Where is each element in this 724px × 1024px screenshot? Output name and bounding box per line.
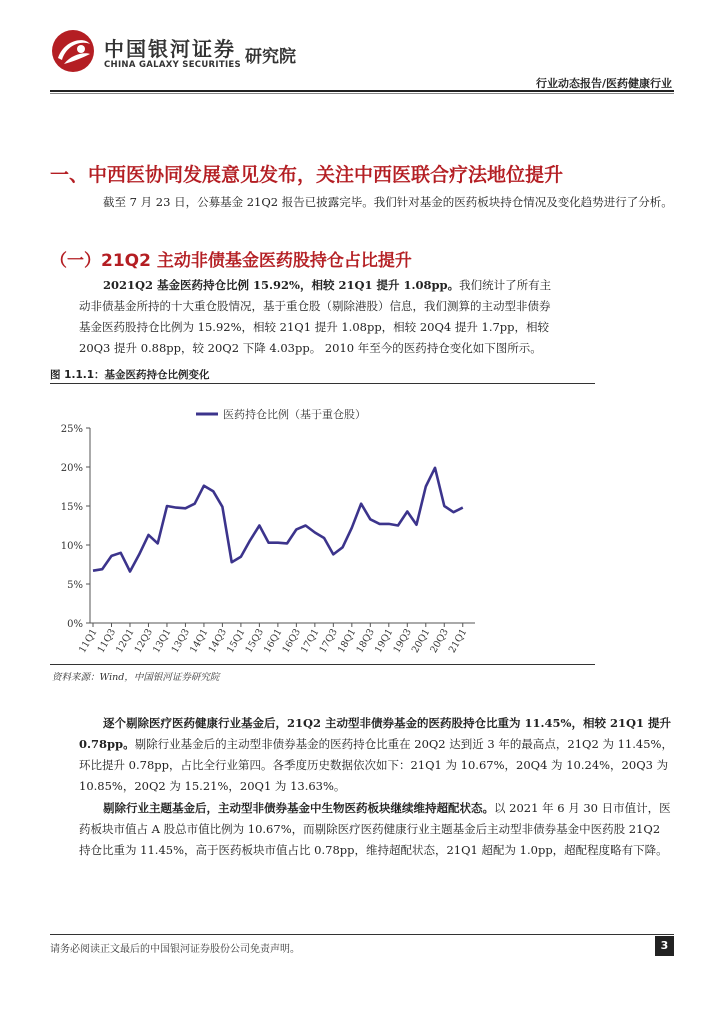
footer-rule: [50, 934, 674, 935]
excluding-paragraph-bold: 逐个剔除医疗医药健康行业基金后，21Q2 主动型非债券基金的医药股持仓比重为 11.45%，相较 21Q1 提升 0.78pp。: [79, 716, 671, 751]
x-tick-label: 19Q3: [391, 627, 414, 655]
figure-top-rule: [50, 383, 595, 384]
y-tick-label: 5%: [67, 580, 83, 591]
x-tick-label: 14Q3: [206, 627, 230, 655]
x-tick-label: 18Q3: [354, 627, 377, 655]
holding-paragraph-bold: 2021Q2 基金医药持仓比例 15.92%，相较 21Q1 提升 1.08pp。: [103, 278, 460, 292]
logo-name-cn: 中国银河证券: [104, 37, 236, 61]
x-tick-label: 13Q3: [169, 627, 193, 655]
x-tick-label: 16Q1: [261, 627, 285, 655]
series-line: [93, 468, 463, 572]
excluding-paragraph-text: 剔除行业基金后的主动型非债券基金的医药持仓比重在 20Q2 达到近 3 年的最高点，21Q2 为 11.45%，环比提升 0.78pp，占比全行业第四。各季度历史数据依次如下：21Q1 为 10.67%，20Q4 为 10.24%，20Q3 为 10.85%，20Q2 为 15.21%，20Q1 为 13.63%。: [79, 737, 673, 793]
x-tick-label: 14Q1: [188, 627, 211, 655]
figure-title: 图 1.1.1：基金医药持仓比例变化: [50, 369, 210, 381]
y-tick-label: 25%: [60, 424, 83, 435]
x-tick-label: 15Q3: [243, 627, 266, 655]
section-heading-1: 一、中西医协同发展意见发布，关注中西医联合疗法地位提升: [50, 164, 564, 186]
logo-name-en: CHINA GALAXY SECURITIES: [104, 60, 241, 70]
galaxy-logo-icon: [50, 28, 96, 74]
intro-paragraph: 截至 7 月 23 日，公募基金 21Q2 报告已披露完毕。我们针对基金的医药板块持仓情况及变化趋势进行了分析。: [103, 195, 673, 209]
x-tick-label: 20Q1: [409, 627, 433, 655]
page-number: 3: [655, 936, 674, 956]
x-tick-label: 17Q1: [298, 627, 322, 655]
x-tick-label: 12Q1: [114, 627, 137, 655]
overweight-paragraph-text: 以 2021 年 6 月 30 日市值计，医药板块市值占 A 股总市值比例为 10.67%，而剔除医疗医药健康行业主题基金后主动型非债券基金中医药股 21Q2 持仓比重为 11.45%，高于医药板块市值占比 0.78pp，维持超配状态，21Q1 超配为 1.0pp，超配程度略有下降。: [79, 801, 671, 857]
header-rule-thin: [50, 93, 674, 94]
x-tick-label: 11Q1: [77, 627, 100, 655]
series-layer: [93, 468, 463, 572]
figure-source: 资料来源：Wind，中国银河证券研究院: [52, 672, 220, 683]
x-tick-label: 13Q1: [151, 627, 174, 655]
x-tick-label: 20Q3: [428, 627, 451, 655]
holding-ratio-chart: [50, 392, 595, 667]
holding-paragraph-text: 我们统计了所有主动非债基金所持的十大重仓股情况，基于重仓股（剔除港股）信息，我们测算的主动型非债券基金医药股持仓比例为 15.92%，相较 21Q1 提升 1.08pp，相较 20Q4 提升 1.7pp，相较 20Q3 提升 0.88pp，较 20Q2 下降 4.03pp。 2010 年至今的医药持仓变化如下图所示。: [79, 278, 552, 355]
x-tick-label: 18Q1: [335, 627, 359, 655]
holding-paragraph: [79, 275, 554, 359]
overweight-paragraph-bold: 剔除行业主题基金后，主动型非债券基金中生物医药板块继续维持超配状态。: [103, 801, 494, 815]
x-tick-label: 15Q1: [225, 627, 248, 655]
x-tick-label: 19Q1: [372, 627, 396, 655]
legend: [196, 407, 366, 421]
footer-disclaimer: 请务必阅读正文最后的中国银河证券股份公司免责声明。: [50, 944, 300, 955]
x-tick-label: 17Q3: [317, 627, 340, 655]
excluding-paragraph: [79, 713, 674, 797]
y-tick-label: 10%: [60, 541, 83, 552]
x-axis: [77, 623, 475, 655]
y-tick-label: 20%: [60, 463, 83, 474]
figure-bottom-rule: [50, 664, 595, 665]
x-tick-label: 16Q3: [280, 627, 303, 655]
y-tick-label: 0%: [67, 619, 83, 630]
section-heading-2: （一）21Q2 主动非债基金医药股持仓占比提升: [50, 251, 412, 271]
x-tick-label: 11Q3: [95, 627, 119, 655]
header-rule: [50, 90, 674, 92]
x-tick-label: 12Q3: [132, 627, 156, 655]
report-category: 行业动态报告/医药健康行业: [535, 77, 672, 90]
logo-department: 研究院: [245, 47, 296, 67]
overweight-paragraph: [79, 798, 674, 861]
legend-label: 医药持仓比例（基于重仓股）: [223, 408, 366, 421]
page-header: [0, 0, 724, 100]
x-tick-label: 21Q1: [446, 627, 470, 655]
y-axis: [61, 424, 90, 630]
y-tick-label: 15%: [60, 502, 83, 513]
